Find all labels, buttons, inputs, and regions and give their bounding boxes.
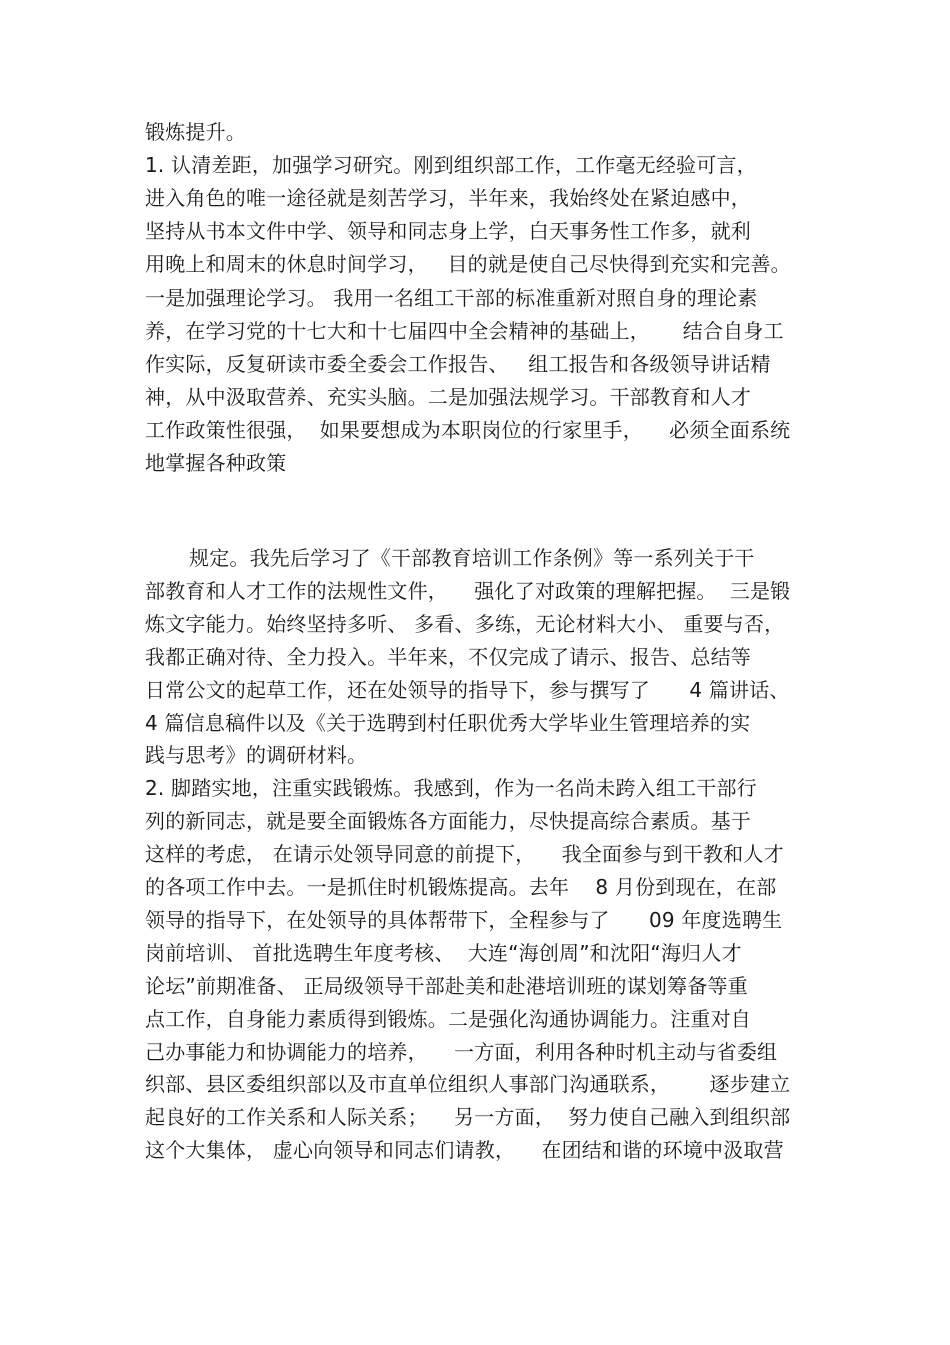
text-line: 我都正确对待、全力投入。半年来，不仅完成了请示、报告、总结等 [145,644,751,669]
text-line: 论坛”前期准备、 正局级领导干部赴美和赴港培训班的谋划筹备等重 [145,973,748,998]
text-line: 领导的指导下，在处领导的具体帮带下，全程参与了 09 年度选聘生 [145,907,783,932]
text-line: 起良好的工作关系和人际关系； 另一方面， 努力使自己融入到组织部 [145,1105,791,1130]
text-line: 践与思考》的调研材料。 [145,743,368,768]
text-line: 2. 脚踏实地，注重实践锻炼。我感到，作为一名尚未跨入组工干部行 [145,776,757,801]
text-line: 进入角色的唯一途径就是刻苦学习，半年来，我始终处在紧迫感中， [145,186,751,211]
text-line: 规定。我先后学习了《干部教育培训工作条例》等一系列关于干 [189,546,755,570]
text-line: 养，在学习党的十七大和十七届四中全会精神的基础上， 结合自身工 [145,318,784,343]
text-line: 作实际，反复研读市委全委会工作报告、 组工报告和各级领导讲话精 [145,351,771,376]
text-line: 4 篇信息稿件以及《关于选聘到村任职优秀大学毕业生管理培养的实 [145,710,751,735]
text-line: 这样的考虑， 在请示处领导同意的前提下， 我全面参与到干教和人才 [145,842,784,867]
text-line: 点工作，自身能力素质得到锻炼。二是强化沟通协调能力。注重对自 [145,1006,751,1031]
text-line: 炼文字能力。始终坚持多听、 多看、多练，无论材料大小、 重要与否， [145,611,785,636]
text-line: 用晚上和周末的休息时间学习， 目的就是使自己尽快得到充实和完善。 [145,252,791,277]
text-line: 织部、县区委组织部以及市直单位组织人事部门沟通联系， 逐步建立 [145,1072,791,1097]
text-line: 坚持从书本文件中学、领导和同志身上学，白天事务性工作多，就利 [145,219,751,244]
text-line: 1. 认清差距，加强学习研究。刚到组织部工作，工作毫无经验可言， [145,153,757,178]
text-line: 工作政策性很强， 如果要想成为本职岗位的行家里手， 必须全面系统 [145,417,791,442]
text-line: 部教育和人才工作的法规性文件， 强化了对政策的理解把握。 三是锻 [145,578,791,603]
text-line: 己办事能力和协调能力的培养， 一方面，利用各种时机主动与省委组 [145,1039,778,1064]
text-line: 神，从中汲取营养、充实头脑。二是加强法规学习。干部教育和人才 [145,384,751,409]
text-line: 列的新同志，就是要全面锻炼各方面能力，尽快提高综合素质。基于 [145,809,751,834]
text-line: 锻炼提升。 [145,120,246,144]
text-line: 这个大集体， 虚心向领导和同志们请教， 在团结和谐的环境中汲取营 [145,1138,784,1163]
text-line: 一是加强理论学习。 我用一名组工干部的标准重新对照自身的理论素 [145,285,758,310]
text-line: 的各项工作中去。一是抓住时机锻炼提高。去年 8 月份到现在，在部 [145,875,777,899]
text-line: 岗前培训、 首批选聘生年度考核、 大连“海创周”和沈阳“海归人才 [145,940,742,965]
text-line: 地掌握各种政策 [145,451,287,475]
text-line: 日常公文的起草工作，还在处领导的指导下，参与撰写了 4 篇讲话、 [145,677,790,702]
